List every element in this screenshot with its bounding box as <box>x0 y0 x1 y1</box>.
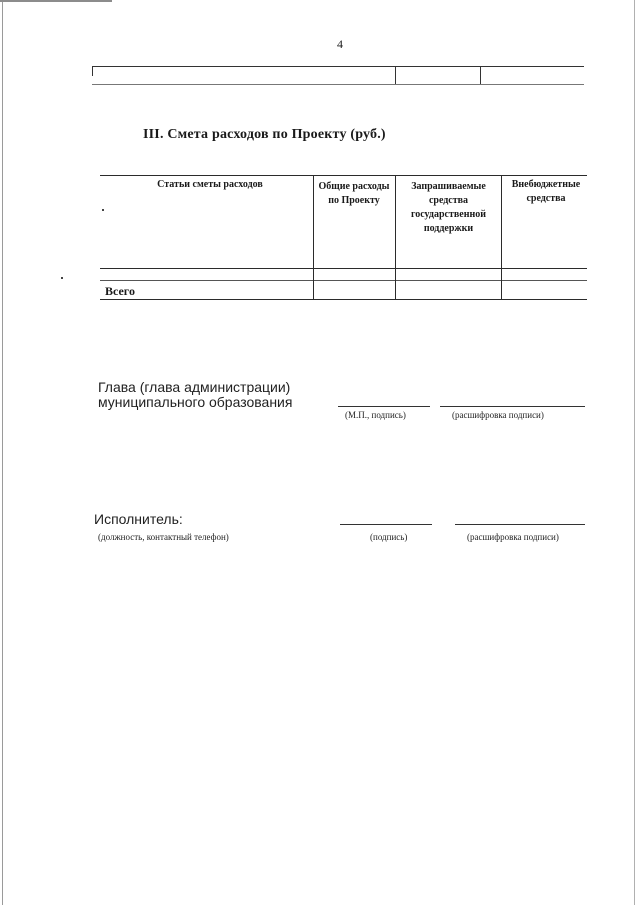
head-decoding-caption: (расшифровка подписи) <box>452 410 544 420</box>
head-title-line-2: муниципального образования <box>98 394 293 410</box>
table-bottom-border <box>100 299 587 300</box>
total-row-label: Всего <box>105 284 135 298</box>
scan-edge-left <box>2 0 3 905</box>
header-total-expenses: Общие расходы по Проекту <box>318 181 390 206</box>
executor-decoding-line <box>455 524 585 525</box>
executor-decoding-caption: (расшифровка подписи) <box>467 532 559 542</box>
head-decoding-line <box>440 406 585 407</box>
scan-speck <box>61 277 63 279</box>
head-title-line-1: Глава (глава администрации) <box>98 379 291 395</box>
table-top-border <box>100 175 587 176</box>
header-requested-support: Запрашиваемые средства государственной поддержки <box>410 181 487 234</box>
head-signature-line <box>338 406 430 407</box>
header-extrabudgetary: Внебюджетные средства <box>511 179 581 204</box>
section-title: III. Смета расходов по Проекту (руб.) <box>143 127 386 142</box>
table-header-bottom-border <box>100 268 587 269</box>
executor-signature-line <box>340 524 432 525</box>
prev-table-divider-2 <box>480 66 481 84</box>
table-col-divider-2 <box>395 175 396 300</box>
page-number: 4 <box>337 37 343 51</box>
table-row-border <box>100 280 587 281</box>
executor-signature-caption: (подпись) <box>370 532 408 542</box>
header-budget-items: Статьи сметы расходов <box>157 179 263 190</box>
table-col-divider-1 <box>313 175 314 300</box>
prev-table-divider-1 <box>395 66 396 84</box>
prev-table-bottom-line <box>92 84 584 85</box>
prev-table-top-line <box>92 66 584 67</box>
scan-top-mark <box>0 0 112 2</box>
scan-speck <box>102 209 104 211</box>
head-signature-caption: (М.П., подпись) <box>345 410 406 420</box>
executor-position-caption: (должность, контактный телефон) <box>98 532 229 542</box>
executor-label: Исполнитель: <box>94 511 183 527</box>
scan-edge-right <box>634 0 635 905</box>
prev-table-left-border <box>92 66 93 76</box>
